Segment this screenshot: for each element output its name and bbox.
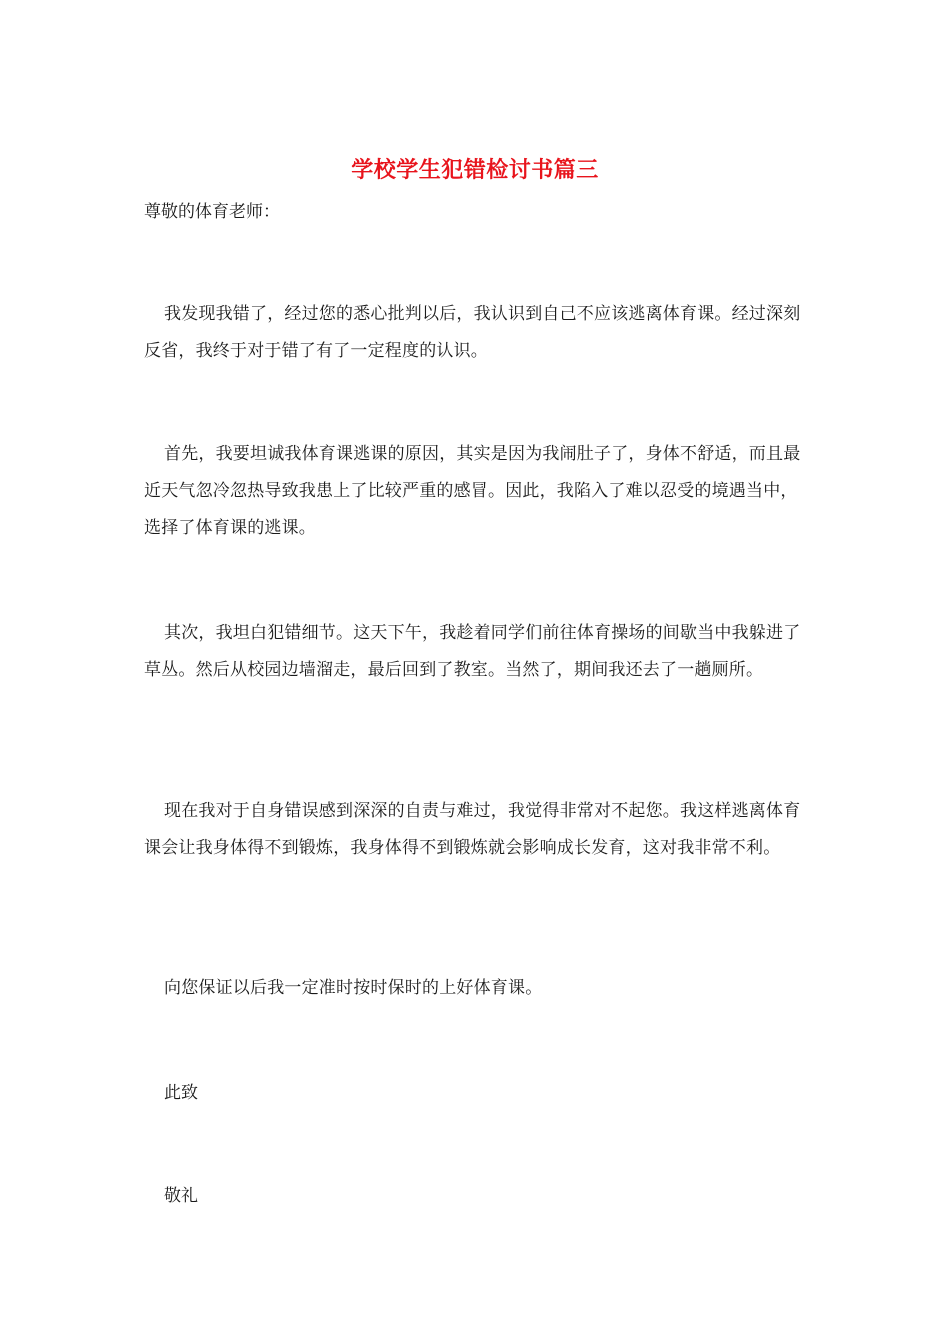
salutation: 尊敬的体育老师：: [144, 202, 280, 222]
paragraph-4: 现在我对于自身错误感到深深的自责与难过，我觉得非常对不起您。我这样逃离体育课会让我身体得不到锻炼，我身体得不到锻炼就会影响成长发育，这对我非常不利。: [144, 801, 801, 858]
paragraph-2: 首先，我要坦诚我体育课逃课的原因，其实是因为我闹肚子了，身体不舒适，而且最近天气忽冷忽热导致我患上了比较严重的感冒。因此，我陷入了难以忍受的境遇当中，选择了体育课的逃课。: [144, 444, 801, 538]
closing-line-2: 敬礼: [164, 1186, 198, 1206]
paragraph-3: 其次，我坦白犯错细节。这天下午，我趁着同学们前往体育操场的间歇当中我躲进了草丛。然后从校园边墙溜走，最后回到了教室。当然了，期间我还去了一趟厕所。: [144, 623, 801, 680]
paragraph-1: 我发现我错了，经过您的悉心批判以后，我认识到自己不应该逃离体育课。经过深刻反省，我终于对于错了有了一定程度的认识。: [144, 304, 801, 361]
closing-line-1: 此致: [164, 1083, 198, 1103]
document-title: 学校学生犯错检讨书篇三: [351, 157, 599, 183]
paragraph-5: 向您保证以后我一定准时按时保时的上好体育课。: [164, 978, 543, 998]
